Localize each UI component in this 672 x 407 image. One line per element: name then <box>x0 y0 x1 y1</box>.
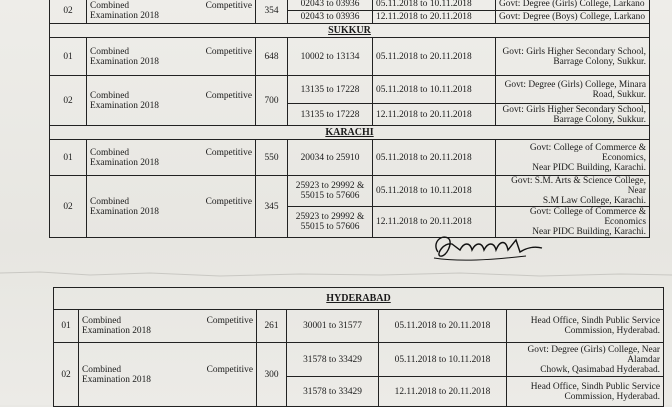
schedule-table-hyderabad <box>53 287 664 407</box>
roll-range: 25923 to 29992 & 55015 to 57606 <box>288 176 373 207</box>
exam-name: Combined Competitive Examination 2018 <box>79 310 257 343</box>
table-row <box>50 0 650 11</box>
serial-no: 01 <box>54 310 79 343</box>
date-range: 05.11.2018 to 20.11.2018 <box>373 140 496 176</box>
table-row <box>50 76 650 104</box>
roll-range: 20034 to 25910 <box>288 140 373 176</box>
roll-range: 25923 to 29992 & 55015 to 57606 <box>288 207 373 238</box>
city-heading: KARACHI <box>50 126 650 140</box>
exam-centre: Govt: Degree (Boys) College, Larkano <box>496 11 650 24</box>
date-range: 05.11.2018 to 10.11.2018 <box>373 76 496 104</box>
table-row <box>50 140 650 176</box>
exam-name: Combined Competitive Examination 2018 <box>87 176 256 238</box>
table-row <box>50 176 650 207</box>
exam-centre: Head Office, Sindh Public Service Commission, Hyderabad. <box>507 310 664 343</box>
date-range: 05.11.2018 to 10.11.2018 <box>379 343 507 377</box>
table-row <box>50 38 650 76</box>
date-range: 12.11.2018 to 20.11.2018 <box>379 377 507 407</box>
roll-range: 10002 to 13134 <box>288 38 373 76</box>
table-row <box>54 343 664 377</box>
date-range: 05.11.2018 to 10.11.2018 <box>373 0 496 11</box>
exam-centre: Govt: Degree (Girls) College, Near Alamdar Chowk, Qasimabad Hyderabad. <box>507 343 664 377</box>
seat-count: 345 <box>256 176 288 238</box>
city-heading-row <box>50 126 650 140</box>
roll-range: 31578 to 33429 <box>287 377 379 407</box>
seat-count: 700 <box>256 76 288 126</box>
exam-centre: Govt: Girls Higher Secondary School, Barrage Colony, Sukkur. <box>496 38 650 76</box>
roll-range: 02043 to 03936 <box>288 11 373 24</box>
seat-count: 300 <box>257 343 287 407</box>
seat-count: 354 <box>256 0 288 24</box>
page-fold <box>0 265 672 283</box>
date-range: 12.11.2018 to 20.11.2018 <box>373 207 496 238</box>
exam-name: Combined Competitive Examination 2018 <box>79 343 257 407</box>
schedule-table-top <box>49 0 650 238</box>
serial-no: 01 <box>50 140 87 176</box>
date-range: 05.11.2018 to 20.11.2018 <box>373 38 496 76</box>
exam-name: Combined Competitive Examination 2018 <box>87 140 256 176</box>
seat-count: 261 <box>257 310 287 343</box>
date-range: 05.11.2018 to 20.11.2018 <box>379 310 507 343</box>
roll-range: 31578 to 33429 <box>287 343 379 377</box>
roll-range: 13135 to 17228 <box>288 76 373 104</box>
exam-name: Combined Competitive Examination 2018 <box>87 0 256 24</box>
table-row <box>54 310 664 343</box>
city-heading-row <box>50 24 650 38</box>
exam-centre: Govt: Girls Higher Secondary School, Barrage Colony, Sukkur. <box>496 104 650 126</box>
date-range: 12.11.2018 to 20.11.2018 <box>373 104 496 126</box>
serial-no: 01 <box>50 38 87 76</box>
exam-centre: Govt: Degree (Girls) College, Minara Road, Sukkur. <box>496 76 650 104</box>
city-heading: SUKKUR <box>50 24 650 38</box>
seat-count: 550 <box>256 140 288 176</box>
roll-range: 02043 to 03936 <box>288 0 373 11</box>
roll-range: 30001 to 31577 <box>287 310 379 343</box>
serial-no: 02 <box>50 176 87 238</box>
exam-centre: Head Office, Sindh Public Service Commission, Hyderabad. <box>507 377 664 407</box>
exam-name: Combined Competitive Examination 2018 <box>87 38 256 76</box>
date-range: 12.11.2018 to 20.11.2018 <box>373 11 496 24</box>
date-range: 05.11.2018 to 10.11.2018 <box>373 176 496 207</box>
exam-centre: Govt: College of Commerce & Economics Near PIDC Building, Karachi. <box>496 207 650 238</box>
exam-centre: Govt: S.M. Arts & Science College, Near S.M Law College, Karachi. <box>496 176 650 207</box>
city-heading-row <box>54 288 664 310</box>
exam-name: Combined Competitive Examination 2018 <box>87 76 256 126</box>
serial-no: 02 <box>50 0 87 24</box>
serial-no: 02 <box>54 343 79 407</box>
exam-centre: Govt: College of Commerce & Economics, Near PIDC Building, Karachi. <box>496 140 650 176</box>
city-heading: HYDERABAD <box>54 288 664 310</box>
signature-image <box>430 228 550 264</box>
serial-no: 02 <box>50 76 87 126</box>
exam-centre: Govt: Degree (Girls) College, Larkano <box>496 0 650 11</box>
seat-count: 648 <box>256 38 288 76</box>
roll-range: 13135 to 17228 <box>288 104 373 126</box>
